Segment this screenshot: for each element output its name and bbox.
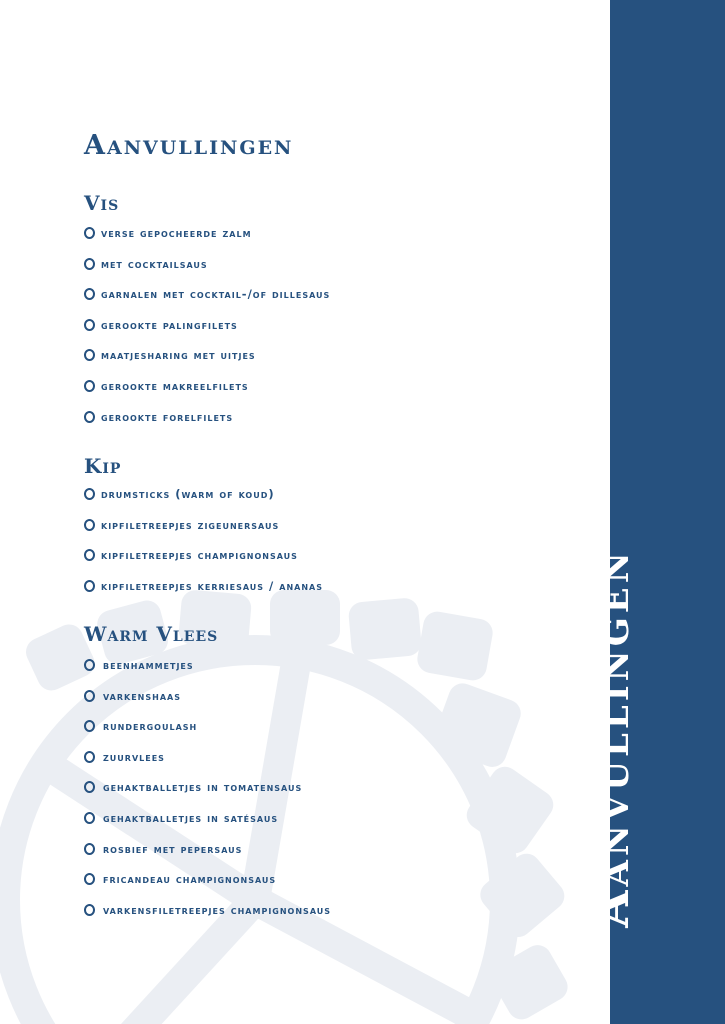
list-item <box>84 903 331 934</box>
list-item <box>84 689 331 720</box>
list-item-label: fricandeau champignonsaus <box>103 872 277 887</box>
list-item <box>84 750 331 781</box>
circle-bullet-icon <box>84 380 95 392</box>
circle-bullet-icon <box>84 690 95 702</box>
circle-bullet-icon <box>84 488 95 500</box>
circle-bullet-icon <box>84 659 95 671</box>
list-item-label: gerookte palingfilets <box>101 317 238 332</box>
list-item-label: drumsticks (warm of koud) <box>101 487 275 501</box>
list-item-label: kipfiletreepjes zigeunersaus <box>101 517 280 532</box>
list-item-label: rosbief met pepersaus <box>103 841 243 856</box>
list-item-label: garnalen met cocktail-/of dillesaus <box>101 287 331 302</box>
circle-bullet-icon <box>84 349 95 361</box>
circle-bullet-icon <box>84 227 95 239</box>
list-item <box>84 379 330 410</box>
list-item-label: varkensfiletreepjes champignonsaus <box>103 902 332 917</box>
section-title-kip: Kip <box>84 454 122 478</box>
circle-bullet-icon <box>84 519 95 531</box>
list-item-label: gerookte makreelfilets <box>101 378 249 393</box>
list-item-label: maatjesharing met uitjes <box>101 348 256 363</box>
section-title-vis: Vis <box>84 191 120 215</box>
page-title: Aanvullingen <box>84 130 294 161</box>
list-item <box>84 318 330 349</box>
circle-bullet-icon <box>84 843 95 855</box>
list-item <box>84 842 331 873</box>
list-item-label: varkenshaas <box>103 688 181 703</box>
list-item <box>84 410 330 441</box>
list-item <box>84 548 323 579</box>
list-item-label: zuurvlees <box>103 749 165 764</box>
circle-bullet-icon <box>84 549 95 561</box>
list-item-label: verse gepocheerde zalm <box>101 226 252 240</box>
list-item-label: gehaktballetjes in tomatensaus <box>103 780 303 795</box>
list-item <box>84 811 331 842</box>
list-item-label: rundergoulash <box>103 719 198 734</box>
list-item <box>84 872 331 903</box>
list-item <box>84 780 331 811</box>
list-item <box>84 719 331 750</box>
list-item <box>84 257 330 288</box>
list-item-label: kipfiletreepjes champignonsaus <box>101 548 298 563</box>
list-item <box>84 518 323 549</box>
circle-bullet-icon <box>84 751 95 763</box>
list-item <box>84 658 331 689</box>
circle-bullet-icon <box>84 411 95 423</box>
circle-bullet-icon <box>84 781 95 793</box>
list-item <box>84 487 323 518</box>
circle-bullet-icon <box>84 904 95 916</box>
circle-bullet-icon <box>84 720 95 732</box>
list-item-label: beenhammetjes <box>103 658 194 672</box>
item-list-vis <box>84 226 330 440</box>
list-item-label: kipfiletreepjes kerriesaus / ananas <box>101 578 323 593</box>
circle-bullet-icon <box>84 580 95 592</box>
circle-bullet-icon <box>84 812 95 824</box>
section-title-warm-vlees: Warm Vlees <box>84 622 219 646</box>
item-list-warm-vlees <box>84 658 331 933</box>
circle-bullet-icon <box>84 873 95 885</box>
list-item <box>84 579 323 610</box>
list-item-label: gerookte forelfilets <box>101 409 234 424</box>
list-item <box>84 226 330 257</box>
circle-bullet-icon <box>84 288 95 300</box>
list-item-label: gehaktballetjes in satésaus <box>103 810 279 825</box>
list-item-label: met cocktailsaus <box>101 256 208 271</box>
list-item <box>84 348 330 379</box>
item-list-kip <box>84 487 323 609</box>
sidebar-title: Aanvullingen <box>584 548 640 928</box>
list-item <box>84 287 330 318</box>
circle-bullet-icon <box>84 319 95 331</box>
circle-bullet-icon <box>84 258 95 270</box>
